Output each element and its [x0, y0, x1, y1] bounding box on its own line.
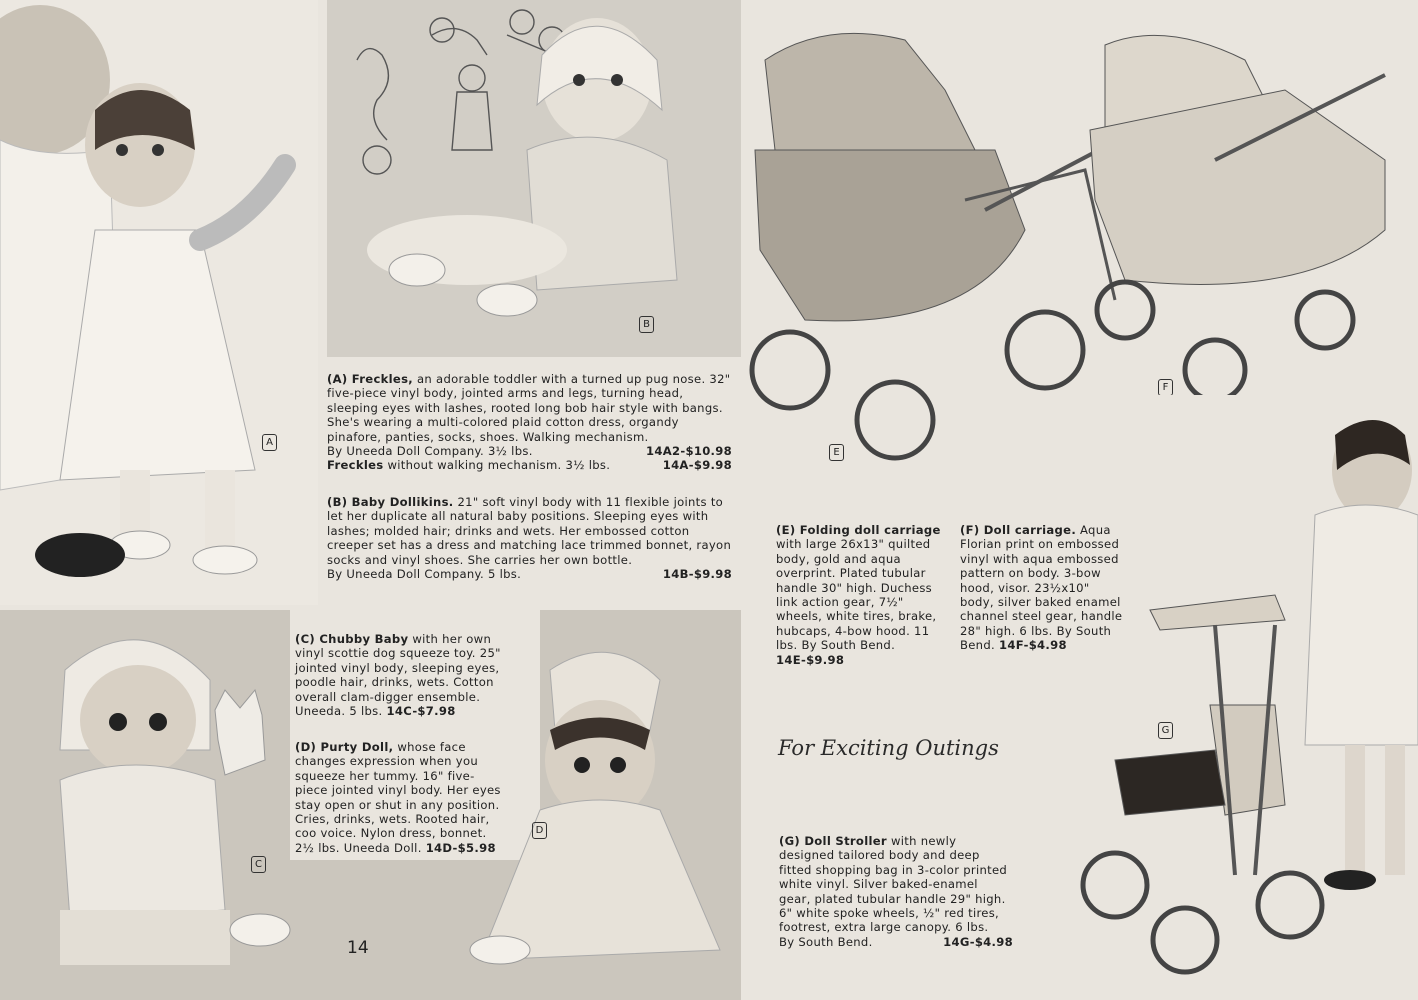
item-a-description	[327, 372, 732, 473]
item-e-title: (E) Folding doll carriage	[776, 523, 941, 537]
item-a-alt-text: without walking mechanism. 3½ lbs.	[387, 458, 611, 473]
item-g-body: with newly designed tailored body and deep fitted shopping bag in 3-color printed white vinyl. Silver baked-enamel gear, plated tubular handle 29" high. 6" white spoke wheels, ½" red tires, footrest, extra large canopy. 6 lbs.	[779, 834, 1008, 935]
item-d-body: whose face changes expression when you squeeze her tummy. 16" five-piece jointed vinyl body. Her eyes stay open or shut in any position. Cries, drinks, wets. Rooted hair, coo voice. Nylon dress, bonnet. 2½ lbs. Uneeda Doll.	[295, 740, 501, 855]
item-g-price: 14G-$4.98	[943, 934, 1013, 949]
item-c-title: (C) Chubby Baby	[295, 632, 409, 646]
item-d-price: 14D-$5.98	[425, 840, 496, 855]
item-c-price: 14C-$7.98	[386, 704, 456, 719]
photo-tag-c: C	[251, 856, 266, 873]
photo-tag-d: D	[532, 822, 547, 839]
photo-tag-a: A	[262, 434, 277, 451]
photo-tag-b: B	[639, 316, 654, 333]
item-e-maker: By South Bend.	[801, 638, 896, 653]
photo-tag-f: F	[1158, 379, 1173, 396]
photo-doll-stroller	[1075, 395, 1418, 1000]
item-g-maker: By South Bend.	[779, 934, 873, 949]
item-f-description	[960, 523, 1124, 653]
item-b-description	[327, 495, 732, 581]
photo-tag-e: E	[829, 444, 844, 461]
item-c-body: with her own vinyl scottie dog squeeze toy. 25" jointed vinyl body, sleeping eyes, poodle hair, drinks, wets. Cotton overall clam-digger ensemble. Uneeda. 5 lbs.	[295, 632, 501, 719]
item-f-maker: By South Bend.	[960, 623, 1112, 653]
item-a-title: (A) Freckles,	[327, 372, 413, 386]
item-a-alt-price: 14A-$9.98	[662, 458, 732, 473]
item-f-body: Aqua Florian print on embossed vinyl with aqua embossed pattern on body. 3-bow hood, visor. 23½x10" body, silver baked enamel channel steel gear, handle 28" high. 6 lbs.	[960, 523, 1123, 638]
item-b-maker: By Uneeda Doll Company. 5 lbs.	[327, 567, 522, 582]
item-g-description	[779, 834, 1013, 949]
photo-freckles-doll	[0, 0, 318, 605]
doll-stroller-illustration	[1075, 395, 1418, 1000]
item-b-title: (B) Baby Dollikins.	[327, 495, 454, 509]
item-b-body: 21" soft vinyl body with 11 flexible joints to let her duplicate all natural baby positions. Sleeping eyes with lashes; molded hair; drinks and wets. Her embossed cotton creeper set has a dress and matching lace trimmed bonnet, rayon socks and vinyl shoes. She carries her own bottle.	[327, 495, 732, 567]
item-e-body: with large 26x13" quilted body, gold and aqua overprint. Plated tubular handle 30" high. Duchess link action gear, 7½" wheels, white tires, brake, hubcaps, 4-bow hood. 11 lbs.	[776, 537, 937, 653]
item-d-title: (D) Purty Doll,	[295, 740, 394, 754]
item-a-price: 14A2-$10.98	[645, 444, 732, 459]
item-g-title: (G) Doll Stroller	[779, 834, 887, 848]
section-headline: For Exciting Outings	[778, 736, 999, 760]
item-e-description	[776, 523, 941, 667]
item-d-description	[295, 740, 503, 855]
photo-baby-dollikins	[327, 0, 741, 357]
photo-tag-g: G	[1158, 722, 1173, 739]
item-a-body: an adorable toddler with a turned up pug nose. 32" five-piece vinyl body, jointed arms and legs, turning head, sleeping eyes with lashes, rooted long bob hair style with bangs. She's wearing a multi-colored plaid cotton dress, organdy pinafore, panties, socks, shoes. Walking mechanism.	[327, 372, 731, 444]
baby-dollikins-illustration	[327, 0, 741, 357]
item-c-description	[295, 632, 503, 718]
item-b-price: 14B-$9.98	[662, 567, 732, 582]
item-f-title: (F) Doll carriage.	[960, 523, 1077, 537]
item-a-alt-name: Freckles	[327, 458, 384, 473]
item-a-maker: By Uneeda Doll Company. 3½ lbs.	[327, 444, 533, 459]
freckles-illustration	[0, 0, 318, 605]
item-f-price: 14F-$4.98	[998, 638, 1067, 653]
page-number: 14	[347, 938, 369, 958]
item-e-price: 14E-$9.98	[776, 652, 845, 667]
